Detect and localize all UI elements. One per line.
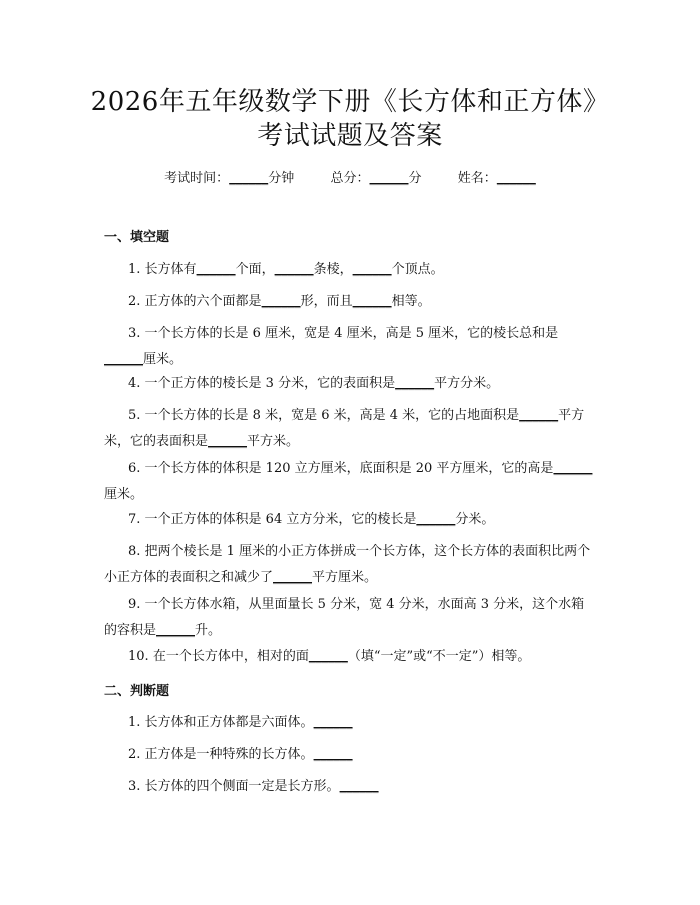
answer-blank[interactable]: ______ [208,434,248,449]
answer-blank[interactable]: ______ [352,262,392,277]
answer-blank[interactable]: ______ [274,262,314,277]
answer-blank[interactable]: ______ [313,747,353,762]
answer-blank[interactable]: ______ [395,376,435,391]
question-item: 1. 长方体和正方体都是六面体。______ [128,715,353,730]
page-subtitle: 考试试题及答案 [257,121,443,151]
question-item: 6. 一个长方体的体积是 120 立方厘米，底面积是 20 平方厘米，它的高是______厘米。 [104,461,593,502]
question-item: 3. 长方体的四个侧面一定是长方形。______ [128,779,379,794]
score-label: 总分： [330,171,370,186]
answer-blank[interactable]: ______ [261,294,301,309]
score-unit: 分 [408,171,422,186]
question-item: 10. 在一个长方体中，相对的面______（填“一定”或“不一定”）相等。 [128,649,531,664]
exam-info [0,170,700,188]
answer-blank[interactable]: ______ [553,461,593,476]
question-item: 2. 正方体是一种特殊的长方体。______ [128,747,353,762]
question-item: 9. 一个长方体水箱，从里面量长 5 分米，宽 4 分米，水面高 3 分米，这个水箱的容积是______升。 [104,597,585,638]
name-label: 姓名： [457,171,497,186]
answer-blank[interactable]: ______ [156,623,196,638]
answer-blank[interactable]: ______ [339,779,379,794]
question-item: 3. 一个长方体的长是 6 厘米，宽是 4 厘米，高是 5 厘米，它的棱长总和是______厘米。 [104,326,559,367]
answer-blank[interactable]: ______ [273,570,313,585]
score-blank[interactable]: ______ [369,171,409,186]
question-item: 5. 一个长方体的长是 8 米，宽是 6 米，高是 4 米，它的占地面积是______平方米，它的表面积是______平方米。 [104,408,585,449]
answer-blank[interactable]: ______ [104,352,143,367]
question-item: 8. 把两个棱长是 1 厘米的小正方体拼成一个长方体，这个长方体的表面积比两个小正方体的表面积之和减少了______平方厘米。 [104,544,591,585]
section-heading-fill: 一、填空题 [104,230,170,245]
answer-blank[interactable]: ______ [308,649,348,664]
question-item: 2. 正方体的六个面都是______形，而且______相等。 [128,294,431,309]
answer-blank[interactable]: ______ [313,715,353,730]
answer-blank[interactable]: ______ [416,512,456,527]
question-item: 7. 一个正方体的体积是 64 立方分米，它的棱长是______分米。 [128,512,495,527]
answer-blank[interactable]: ______ [519,408,559,423]
name-blank[interactable]: ______ [496,171,536,186]
question-item: 1. 长方体有______个面，______条棱，______个顶点。 [128,262,444,277]
time-label: 考试时间： [164,171,230,186]
question-item: 4. 一个正方体的棱长是 3 分米，它的表面积是______平方分米。 [128,376,500,391]
page-title: 2026年五年级数学下册《长方体和正方体》 [90,87,610,117]
answer-blank[interactable]: ______ [196,262,236,277]
time-unit: 分钟 [268,171,295,186]
time-blank[interactable]: ______ [229,171,269,186]
answer-blank[interactable]: ______ [352,294,392,309]
section-heading-judge: 二、判断题 [104,684,170,699]
